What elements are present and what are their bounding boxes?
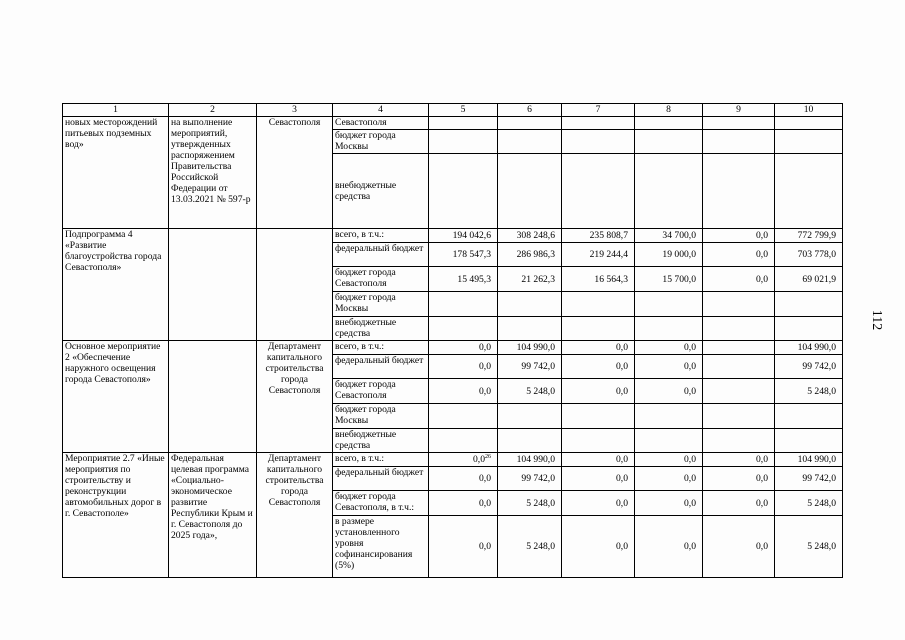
value-cell xyxy=(703,355,775,379)
value-cell: 16 564,3 xyxy=(562,267,635,292)
value-cell xyxy=(703,341,775,355)
table-row xyxy=(63,453,843,467)
table-row xyxy=(63,341,843,355)
header-cell: 10 xyxy=(775,104,843,117)
funding-source: Севастополя xyxy=(333,117,429,130)
value-cell: 0,0 xyxy=(703,467,775,491)
value-cell: 21 262,3 xyxy=(498,267,562,292)
page-number: 112 xyxy=(869,309,885,331)
value-cell: 104 990,0 xyxy=(775,453,843,467)
funding-source: внебюджетные средства xyxy=(333,154,429,229)
executor: Департамент капитального строительства города Севастополя xyxy=(257,453,333,578)
value-cell: 15 495,3 xyxy=(429,267,498,292)
value-cell: 0,0 xyxy=(635,341,703,355)
value-cell: 5 248,0 xyxy=(775,379,843,404)
footnote-mark: 26 xyxy=(485,453,491,460)
value-cell: 0,0 xyxy=(635,379,703,404)
legal-basis: на выполнение мероприятий, утвержденных распоряжением Правительства Российской Федерации от 13.03.2021 № 597-р xyxy=(169,117,257,229)
header-cell: 9 xyxy=(703,104,775,117)
value-cell: 0,0 xyxy=(635,467,703,491)
value-cell: 0,0 xyxy=(429,516,498,578)
budget-table xyxy=(62,103,843,578)
value-cell: 0,0 xyxy=(635,516,703,578)
value-cell: 0,0 xyxy=(429,341,498,355)
value-cell xyxy=(429,453,498,467)
funding-source: бюджет города Москвы xyxy=(333,292,429,317)
value-cell: 99 742,0 xyxy=(498,355,562,379)
funding-source: бюджет города Севастополя, в т.ч.: xyxy=(333,491,429,516)
funding-source: бюджет города Севастополя xyxy=(333,267,429,292)
value-cell: 0,0 xyxy=(562,453,635,467)
funding-source: бюджет города Москвы xyxy=(333,404,429,429)
value-cell: 5 248,0 xyxy=(498,379,562,404)
funding-source: внебюджетные средства xyxy=(333,317,429,341)
value-cell: 0,0 xyxy=(635,453,703,467)
program-name: Подпрограмма 4 «Развитие благоустройства города Севастополя» xyxy=(63,229,169,341)
header-row xyxy=(63,104,843,117)
value-cell: 5 248,0 xyxy=(775,516,843,578)
header-cell: 3 xyxy=(257,104,333,117)
value-cell: 0,0 xyxy=(562,516,635,578)
value-cell: 0,0 xyxy=(429,379,498,404)
header-cell: 6 xyxy=(498,104,562,117)
header-cell: 8 xyxy=(635,104,703,117)
value-cell: 0,0 xyxy=(703,229,775,243)
value-cell: 99 742,0 xyxy=(775,355,843,379)
header-cell: 5 xyxy=(429,104,498,117)
value-cell: 0,0 xyxy=(429,355,498,379)
value-cell: 34 700,0 xyxy=(635,229,703,243)
funding-source: всего, в т.ч.: xyxy=(333,453,429,467)
value-cell: 772 799,9 xyxy=(775,229,843,243)
value-text: 0,0 xyxy=(473,454,485,465)
program-name: Основное мероприятие 2 «Обеспечение наружного освещения города Севастополя» xyxy=(63,341,169,453)
value-cell: 0,0 xyxy=(429,491,498,516)
value-cell: 0,0 xyxy=(635,355,703,379)
funding-source: в размере установленного уровня софинансирования (5%) xyxy=(333,516,429,578)
table-row xyxy=(63,229,843,243)
table-row xyxy=(63,117,843,130)
header-cell: 1 xyxy=(63,104,169,117)
header-cell: 7 xyxy=(562,104,635,117)
header-cell: 4 xyxy=(333,104,429,117)
value-cell: 5 248,0 xyxy=(498,491,562,516)
funding-source: федеральный бюджет xyxy=(333,467,429,491)
executor: Департамент капитального строительства города Севастополя xyxy=(257,341,333,453)
value-cell: 178 547,3 xyxy=(429,243,498,267)
program-name: новых месторождений питьевых подземных вод» xyxy=(63,117,169,229)
value-cell: 0,0 xyxy=(703,243,775,267)
value-cell: 5 248,0 xyxy=(498,516,562,578)
funding-source: бюджет города Москвы xyxy=(333,130,429,154)
value-cell: 0,0 xyxy=(562,379,635,404)
header-cell: 2 xyxy=(169,104,257,117)
value-cell xyxy=(703,379,775,404)
value-cell: 0,0 xyxy=(703,491,775,516)
value-cell: 0,0 xyxy=(635,491,703,516)
value-cell: 0,0 xyxy=(429,467,498,491)
value-cell: 69 021,9 xyxy=(775,267,843,292)
value-cell: 0,0 xyxy=(703,516,775,578)
funding-source: бюджет города Севастополя xyxy=(333,379,429,404)
value-cell: 0,0 xyxy=(562,355,635,379)
value-cell: 99 742,0 xyxy=(498,467,562,491)
value-cell: 194 042,6 xyxy=(429,229,498,243)
value-cell: 19 000,0 xyxy=(635,243,703,267)
funding-source: внебюджетные средства xyxy=(333,429,429,453)
funding-source: федеральный бюджет xyxy=(333,243,429,267)
legal-basis: Федеральная целевая программа «Социально-экономическое развитие Республики Крым и г. Севастополя до 2025 года», xyxy=(169,453,257,578)
value-cell: 5 248,0 xyxy=(775,491,843,516)
program-name: Мероприятие 2.7 «Иные мероприятия по строительству и реконструкции автомобильных дорог в г. Севастополе» xyxy=(63,453,169,578)
value-cell: 0,0 xyxy=(562,491,635,516)
value-cell: 0,0 xyxy=(562,341,635,355)
value-cell: 0,0 xyxy=(562,467,635,491)
executor: Севастополя xyxy=(257,117,333,229)
funding-source: всего, в т.ч.: xyxy=(333,341,429,355)
value-cell: 104 990,0 xyxy=(498,453,562,467)
funding-source: всего, в т.ч.: xyxy=(333,229,429,243)
value-cell: 104 990,0 xyxy=(775,341,843,355)
value-cell: 15 700,0 xyxy=(635,267,703,292)
value-cell: 0,0 xyxy=(703,453,775,467)
value-cell: 286 986,3 xyxy=(498,243,562,267)
value-cell: 0,0 xyxy=(703,267,775,292)
value-cell: 99 742,0 xyxy=(775,467,843,491)
funding-source: федеральный бюджет xyxy=(333,355,429,379)
value-cell: 308 248,6 xyxy=(498,229,562,243)
value-cell: 235 808,7 xyxy=(562,229,635,243)
value-cell: 703 778,0 xyxy=(775,243,843,267)
value-cell: 219 244,4 xyxy=(562,243,635,267)
value-cell: 104 990,0 xyxy=(498,341,562,355)
